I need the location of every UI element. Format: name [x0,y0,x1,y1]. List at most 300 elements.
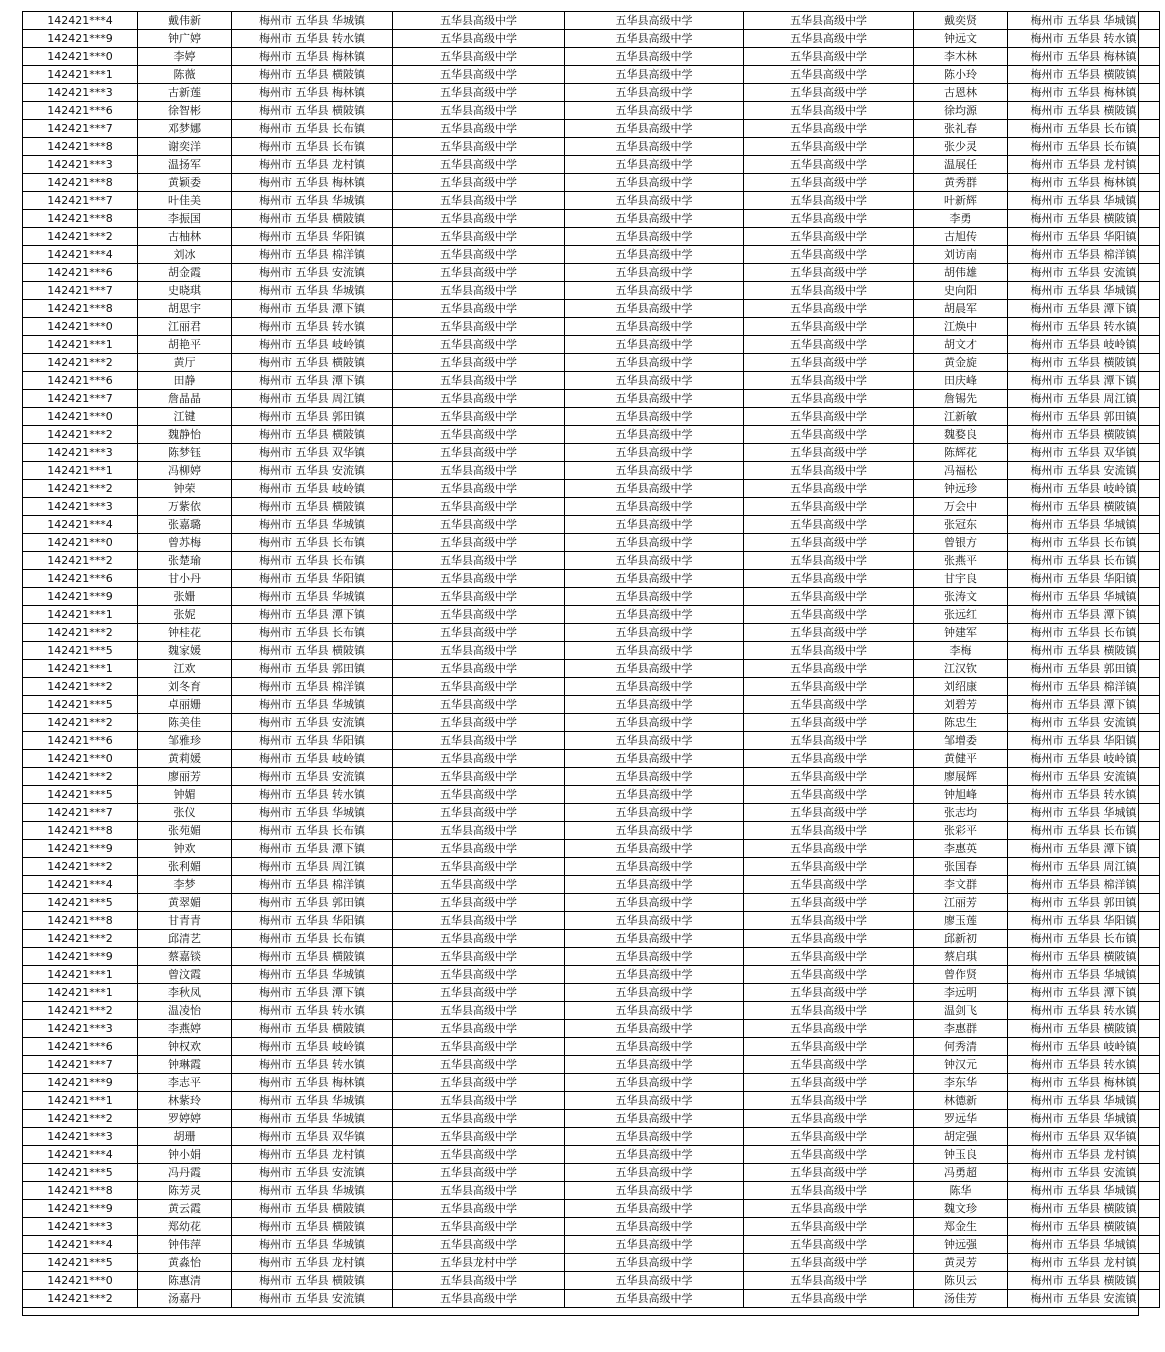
id-cell: 142421***2 [23,552,138,570]
school-a-cell: 五华县高级中学 [393,912,565,930]
school-a-cell: 五华县高级中学 [393,984,565,1002]
table-row [23,66,1160,84]
school-c-cell: 五华县高级中学 [744,48,914,66]
school-a-cell: 五华县高级中学 [393,120,565,138]
school-c-cell: 五华县高级中学 [744,336,914,354]
school-c-cell: 五华县高级中学 [744,480,914,498]
school-a-cell: 五华县高级中学 [393,102,565,120]
guardian-cell: 张冠东 [914,516,1008,534]
school-b-cell: 五华县高级中学 [565,30,744,48]
name-cell: 邹雅珍 [138,732,232,750]
table-row [23,1182,1160,1200]
school-b-cell: 五华县高级中学 [565,246,744,264]
school-c-cell: 五华县高级中学 [744,354,914,372]
guardian-address-cell: 梅州市 五华县 岐岭镇 [1008,1038,1160,1056]
school-a-cell: 五华县高级中学 [393,210,565,228]
guardian-address-cell: 梅州市 五华县 龙村镇 [1008,1146,1160,1164]
id-cell: 142421***9 [23,948,138,966]
school-a-cell: 五华县高级中学 [393,156,565,174]
guardian-address-cell: 梅州市 五华县 安流镇 [1008,264,1160,282]
address-cell: 梅州市 五华县 转水镇 [232,786,393,804]
address-cell: 梅州市 五华县 华城镇 [232,588,393,606]
name-cell: 陈薇 [138,66,232,84]
id-cell: 142421***2 [23,1110,138,1128]
guardian-address-cell: 梅州市 五华县 横陂镇 [1008,1272,1160,1290]
id-cell: 142421***1 [23,66,138,84]
name-cell: 李婷 [138,48,232,66]
school-b-cell: 五华县高级中学 [565,84,744,102]
name-cell: 钟权欢 [138,1038,232,1056]
school-a-cell: 五华县高级中学 [393,264,565,282]
name-cell: 钟小娟 [138,1146,232,1164]
name-cell: 胡珊 [138,1128,232,1146]
name-cell: 张仪 [138,804,232,822]
school-c-cell: 五华县高级中学 [744,426,914,444]
school-c-cell: 五华县高级中学 [744,894,914,912]
guardian-address-cell: 梅州市 五华县 长布镇 [1008,822,1160,840]
address-cell: 梅州市 五华县 长布镇 [232,624,393,642]
name-cell: 蔡嘉锬 [138,948,232,966]
address-cell: 梅州市 五华县 华城镇 [232,1182,393,1200]
id-cell: 142421***0 [23,48,138,66]
school-b-cell: 五华县高级中学 [565,966,744,984]
school-b-cell: 五华县高级中学 [565,786,744,804]
school-b-cell: 五华县高级中学 [565,948,744,966]
name-cell: 李梦 [138,876,232,894]
school-c-cell: 五华县高级中学 [744,642,914,660]
id-cell: 142421***5 [23,642,138,660]
school-c-cell: 五华县高级中学 [744,12,914,30]
table-row [23,1110,1160,1128]
school-c-cell: 五华县高级中学 [744,408,914,426]
address-cell: 梅州市 五华县 横陂镇 [232,642,393,660]
id-cell: 142421***9 [23,588,138,606]
address-cell: 梅州市 五华县 华阳镇 [232,912,393,930]
school-a-cell: 五华县高级中学 [393,786,565,804]
guardian-address-cell: 梅州市 五华县 转水镇 [1008,786,1160,804]
address-cell: 梅州市 五华县 安流镇 [232,1290,393,1308]
table-row [23,480,1160,498]
address-cell: 梅州市 五华县 梅林镇 [232,1074,393,1092]
address-cell: 梅州市 五华县 横陂镇 [232,426,393,444]
guardian-cell: 江丽芳 [914,894,1008,912]
table-row [23,282,1160,300]
address-cell: 梅州市 五华县 长布镇 [232,534,393,552]
id-cell: 142421***2 [23,426,138,444]
school-a-cell: 五华县高级中学 [393,1182,565,1200]
table-row [23,1128,1160,1146]
guardian-address-cell: 梅州市 五华县 龙村镇 [1008,1254,1160,1272]
table-row [23,102,1160,120]
id-cell: 142421***9 [23,840,138,858]
address-cell: 梅州市 五华县 岐岭镇 [232,336,393,354]
guardian-cell: 曾作贤 [914,966,1008,984]
guardian-cell: 何秀清 [914,1038,1008,1056]
address-cell: 梅州市 五华县 潭下镇 [232,840,393,858]
name-cell: 黄莉媛 [138,750,232,768]
table-row [23,750,1160,768]
address-cell: 梅州市 五华县 华城镇 [232,1236,393,1254]
guardian-cell: 胡伟雄 [914,264,1008,282]
address-cell: 梅州市 五华县 潭下镇 [232,606,393,624]
school-b-cell: 五华县高级中学 [565,354,744,372]
address-cell: 梅州市 五华县 棉洋镇 [232,246,393,264]
guardian-cell: 李文群 [914,876,1008,894]
school-a-cell: 五华县高级中学 [393,660,565,678]
table-row [23,192,1160,210]
address-cell: 梅州市 五华县 双华镇 [232,444,393,462]
guardian-address-cell: 梅州市 五华县 岐岭镇 [1008,336,1160,354]
guardian-cell: 温剑飞 [914,1002,1008,1020]
guardian-cell: 魏婺良 [914,426,1008,444]
school-a-cell: 五华县高级中学 [393,570,565,588]
name-cell: 罗婷婷 [138,1110,232,1128]
address-cell: 梅州市 五华县 岐岭镇 [232,480,393,498]
id-cell: 142421***9 [23,30,138,48]
guardian-address-cell: 梅州市 五华县 棉洋镇 [1008,246,1160,264]
guardian-address-cell: 梅州市 五华县 华城镇 [1008,192,1160,210]
school-b-cell: 五华县高级中学 [565,1038,744,1056]
address-cell: 梅州市 五华县 横陂镇 [232,66,393,84]
id-cell: 142421***3 [23,156,138,174]
school-a-cell: 五华县高级中学 [393,1236,565,1254]
school-a-cell: 五华县高级中学 [393,1002,565,1020]
table-row [23,912,1160,930]
name-cell: 冯丹霞 [138,1164,232,1182]
school-c-cell: 五华县高级中学 [744,444,914,462]
school-c-cell: 五华县高级中学 [744,120,914,138]
table-row [23,300,1160,318]
table-row [23,624,1160,642]
school-a-cell: 五华县高级中学 [393,1272,565,1290]
guardian-address-cell: 梅州市 五华县 转水镇 [1008,1056,1160,1074]
school-c-cell: 五华县高级中学 [744,210,914,228]
name-cell: 温扬军 [138,156,232,174]
school-a-cell: 五华县高级中学 [393,624,565,642]
school-b-cell: 五华县高级中学 [565,228,744,246]
school-a-cell: 五华县高级中学 [393,1110,565,1128]
school-a-cell: 五华县高级中学 [393,354,565,372]
name-cell: 钟广婷 [138,30,232,48]
id-cell: 142421***3 [23,1128,138,1146]
table-row [23,678,1160,696]
guardian-cell: 刘访南 [914,246,1008,264]
address-cell: 梅州市 五华县 华城镇 [232,192,393,210]
address-cell: 梅州市 五华县 转水镇 [232,318,393,336]
school-c-cell: 五华县高级中学 [744,912,914,930]
address-cell: 梅州市 五华县 华城镇 [232,1110,393,1128]
school-a-cell: 五华县高级中学 [393,606,565,624]
name-cell: 钟荣 [138,480,232,498]
school-b-cell: 五华县高级中学 [565,570,744,588]
school-a-cell: 五华县高级中学 [393,948,565,966]
id-cell: 142421***2 [23,768,138,786]
school-c-cell: 五华县高级中学 [744,1074,914,1092]
name-cell: 甘青青 [138,912,232,930]
name-cell: 叶佳美 [138,192,232,210]
guardian-address-cell: 梅州市 五华县 郭田镇 [1008,894,1160,912]
name-cell: 胡艳平 [138,336,232,354]
table-row [23,1056,1160,1074]
name-cell: 邱清艺 [138,930,232,948]
id-cell: 142421***5 [23,786,138,804]
table-row [23,1164,1160,1182]
id-cell: 142421***1 [23,336,138,354]
name-cell: 李秋凤 [138,984,232,1002]
school-a-cell: 五华县高级中学 [393,282,565,300]
guardian-cell: 古恩林 [914,84,1008,102]
guardian-cell: 钟远文 [914,30,1008,48]
name-cell: 郑幼花 [138,1218,232,1236]
name-cell: 胡金霞 [138,264,232,282]
school-a-cell: 五华县高级中学 [393,1146,565,1164]
school-b-cell: 五华县高级中学 [565,1146,744,1164]
school-b-cell: 五华县高级中学 [565,390,744,408]
name-cell: 张嘉璐 [138,516,232,534]
school-b-cell: 五华县高级中学 [565,876,744,894]
name-cell: 张姗 [138,588,232,606]
guardian-cell: 钟汉元 [914,1056,1008,1074]
name-cell: 钟欢 [138,840,232,858]
table-row [23,1218,1160,1236]
name-cell: 卓丽姗 [138,696,232,714]
guardian-address-cell: 梅州市 五华县 梅林镇 [1008,48,1160,66]
school-c-cell: 五华县高级中学 [744,768,914,786]
school-c-cell: 五华县高级中学 [744,1182,914,1200]
guardian-address-cell: 梅州市 五华县 长布镇 [1008,552,1160,570]
school-b-cell: 五华县高级中学 [565,480,744,498]
name-cell: 张楚瑜 [138,552,232,570]
name-cell: 詹晶晶 [138,390,232,408]
guardian-address-cell: 梅州市 五华县 横陂镇 [1008,1218,1160,1236]
guardian-cell: 胡文才 [914,336,1008,354]
guardian-cell: 田庆峰 [914,372,1008,390]
id-cell: 142421***5 [23,696,138,714]
id-cell: 142421***2 [23,480,138,498]
name-cell: 黄厅 [138,354,232,372]
name-cell: 谢奕洋 [138,138,232,156]
school-c-cell: 五华县高级中学 [744,858,914,876]
address-cell: 梅州市 五华县 横陂镇 [232,102,393,120]
guardian-address-cell: 梅州市 五华县 华城镇 [1008,12,1160,30]
table-row [23,1200,1160,1218]
id-cell: 142421***4 [23,1146,138,1164]
name-cell: 刘冰 [138,246,232,264]
id-cell: 142421***3 [23,84,138,102]
school-b-cell: 五华县高级中学 [565,894,744,912]
address-cell: 梅州市 五华县 横陂镇 [232,1272,393,1290]
table-row [23,822,1160,840]
guardian-address-cell: 梅州市 五华县 长布镇 [1008,624,1160,642]
guardian-address-cell: 梅州市 五华县 横陂镇 [1008,210,1160,228]
guardian-cell: 李木林 [914,48,1008,66]
table-row [23,246,1160,264]
id-cell: 142421***8 [23,1182,138,1200]
school-a-cell: 五华县龙村中学 [393,1254,565,1272]
guardian-cell: 陈贝云 [914,1272,1008,1290]
school-c-cell: 五华县高级中学 [744,732,914,750]
name-cell: 钟桂花 [138,624,232,642]
name-cell: 钟媚 [138,786,232,804]
table-row [23,390,1160,408]
table-row [23,462,1160,480]
school-c-cell: 五华县高级中学 [744,822,914,840]
table-row [23,156,1160,174]
school-c-cell: 五华县高级中学 [744,84,914,102]
guardian-cell: 温展任 [914,156,1008,174]
guardian-cell: 黄秀群 [914,174,1008,192]
guardian-address-cell: 梅州市 五华县 转水镇 [1008,30,1160,48]
guardian-address-cell: 梅州市 五华县 岐岭镇 [1008,750,1160,768]
school-a-cell: 五华县高级中学 [393,1290,565,1308]
address-cell: 梅州市 五华县 长布镇 [232,822,393,840]
school-c-cell: 五华县高级中学 [744,696,914,714]
school-b-cell: 五华县高级中学 [565,138,744,156]
guardian-cell: 陈小玲 [914,66,1008,84]
address-cell: 梅州市 五华县 横陂镇 [232,354,393,372]
school-a-cell: 五华县高级中学 [393,462,565,480]
school-c-cell: 五华县高级中学 [744,786,914,804]
school-b-cell: 五华县高级中学 [565,12,744,30]
address-cell: 梅州市 五华县 横陂镇 [232,1020,393,1038]
name-cell: 陈美佳 [138,714,232,732]
guardian-cell: 汤佳芳 [914,1290,1008,1308]
guardian-address-cell: 梅州市 五华县 潭下镇 [1008,606,1160,624]
guardian-cell: 江焕中 [914,318,1008,336]
address-cell: 梅州市 五华县 安流镇 [232,714,393,732]
school-c-cell: 五华县高级中学 [744,1128,914,1146]
school-b-cell: 五华县高级中学 [565,516,744,534]
school-a-cell: 五华县高级中学 [393,732,565,750]
table-row [23,966,1160,984]
school-a-cell: 五华县高级中学 [393,840,565,858]
school-a-cell: 五华县高级中学 [393,192,565,210]
school-a-cell: 五华县高级中学 [393,696,565,714]
guardian-cell: 张国春 [914,858,1008,876]
guardian-address-cell: 梅州市 五华县 华城镇 [1008,804,1160,822]
address-cell: 梅州市 五华县 安流镇 [232,768,393,786]
school-b-cell: 五华县高级中学 [565,444,744,462]
name-cell: 史晓琪 [138,282,232,300]
guardian-cell: 蔡启琪 [914,948,1008,966]
school-b-cell: 五华县高级中学 [565,210,744,228]
school-b-cell: 五华县高级中学 [565,336,744,354]
school-a-cell: 五华县高级中学 [393,246,565,264]
school-c-cell: 五华县高级中学 [744,1236,914,1254]
address-cell: 梅州市 五华县 郭田镇 [232,660,393,678]
school-c-cell: 五华县高级中学 [744,1056,914,1074]
id-cell: 142421***2 [23,354,138,372]
address-cell: 梅州市 五华县 棉洋镇 [232,678,393,696]
guardian-cell: 张远红 [914,606,1008,624]
school-c-cell: 五华县高级中学 [744,66,914,84]
school-b-cell: 五华县高级中学 [565,498,744,516]
guardian-cell: 黄灵芳 [914,1254,1008,1272]
guardian-address-cell: 梅州市 五华县 安流镇 [1008,1290,1160,1308]
table-row [23,1254,1160,1272]
name-cell: 李振国 [138,210,232,228]
address-cell: 梅州市 五华县 华阳镇 [232,228,393,246]
address-cell: 梅州市 五华县 龙村镇 [232,1146,393,1164]
name-cell: 江欢 [138,660,232,678]
school-a-cell: 五华县高级中学 [393,534,565,552]
school-c-cell: 五华县高级中学 [744,570,914,588]
guardian-address-cell: 梅州市 五华县 横陂镇 [1008,354,1160,372]
table-row [23,84,1160,102]
school-c-cell: 五华县高级中学 [744,390,914,408]
school-c-cell: 五华县高级中学 [744,372,914,390]
school-b-cell: 五华县高级中学 [565,534,744,552]
guardian-cell: 甘宇良 [914,570,1008,588]
school-c-cell: 五华县高级中学 [744,534,914,552]
id-cell: 142421***4 [23,1236,138,1254]
guardian-cell: 刘碧芳 [914,696,1008,714]
guardian-address-cell: 梅州市 五华县 潭下镇 [1008,372,1160,390]
school-b-cell: 五华县高级中学 [565,714,744,732]
records-table [22,11,1160,1308]
guardian-cell: 黄健平 [914,750,1008,768]
id-cell: 142421***2 [23,228,138,246]
name-cell: 冯柳婷 [138,462,232,480]
school-c-cell: 五华县高级中学 [744,624,914,642]
guardian-cell: 钟远珍 [914,480,1008,498]
table-row [23,318,1160,336]
guardian-address-cell: 梅州市 五华县 棉洋镇 [1008,876,1160,894]
school-a-cell: 五华县高级中学 [393,930,565,948]
address-cell: 梅州市 五华县 横陂镇 [232,948,393,966]
school-c-cell: 五华县高级中学 [744,552,914,570]
school-c-cell: 五华县高级中学 [744,930,914,948]
guardian-cell: 张燕平 [914,552,1008,570]
school-c-cell: 五华县高级中学 [744,1272,914,1290]
school-b-cell: 五华县高级中学 [565,768,744,786]
id-cell: 142421***6 [23,570,138,588]
guardian-cell: 李惠群 [914,1020,1008,1038]
address-cell: 梅州市 五华县 梅林镇 [232,84,393,102]
school-b-cell: 五华县高级中学 [565,174,744,192]
school-b-cell: 五华县高级中学 [565,912,744,930]
table-row [23,1020,1160,1038]
address-cell: 梅州市 五华县 龙村镇 [232,156,393,174]
school-a-cell: 五华县高级中学 [393,84,565,102]
address-cell: 梅州市 五华县 梅林镇 [232,174,393,192]
guardian-address-cell: 梅州市 五华县 梅林镇 [1008,1074,1160,1092]
guardian-address-cell: 梅州市 五华县 华城镇 [1008,1092,1160,1110]
school-b-cell: 五华县高级中学 [565,1254,744,1272]
school-a-cell: 五华县高级中学 [393,966,565,984]
school-b-cell: 五华县高级中学 [565,462,744,480]
school-a-cell: 五华县高级中学 [393,300,565,318]
id-cell: 142421***1 [23,462,138,480]
address-cell: 梅州市 五华县 华城镇 [232,966,393,984]
name-cell: 胡思宇 [138,300,232,318]
id-cell: 142421***6 [23,102,138,120]
school-a-cell: 五华县高级中学 [393,1038,565,1056]
address-cell: 梅州市 五华县 华城镇 [232,1092,393,1110]
guardian-cell: 胡定强 [914,1128,1008,1146]
school-c-cell: 五华县高级中学 [744,840,914,858]
id-cell: 142421***0 [23,408,138,426]
school-a-cell: 五华县高级中学 [393,588,565,606]
school-a-cell: 五华县高级中学 [393,894,565,912]
id-cell: 142421***1 [23,1092,138,1110]
table-row [23,984,1160,1002]
guardian-address-cell: 梅州市 五华县 安流镇 [1008,1164,1160,1182]
id-cell: 142421***8 [23,174,138,192]
id-cell: 142421***5 [23,894,138,912]
table-row [23,930,1160,948]
school-a-cell: 五华县高级中学 [393,1092,565,1110]
